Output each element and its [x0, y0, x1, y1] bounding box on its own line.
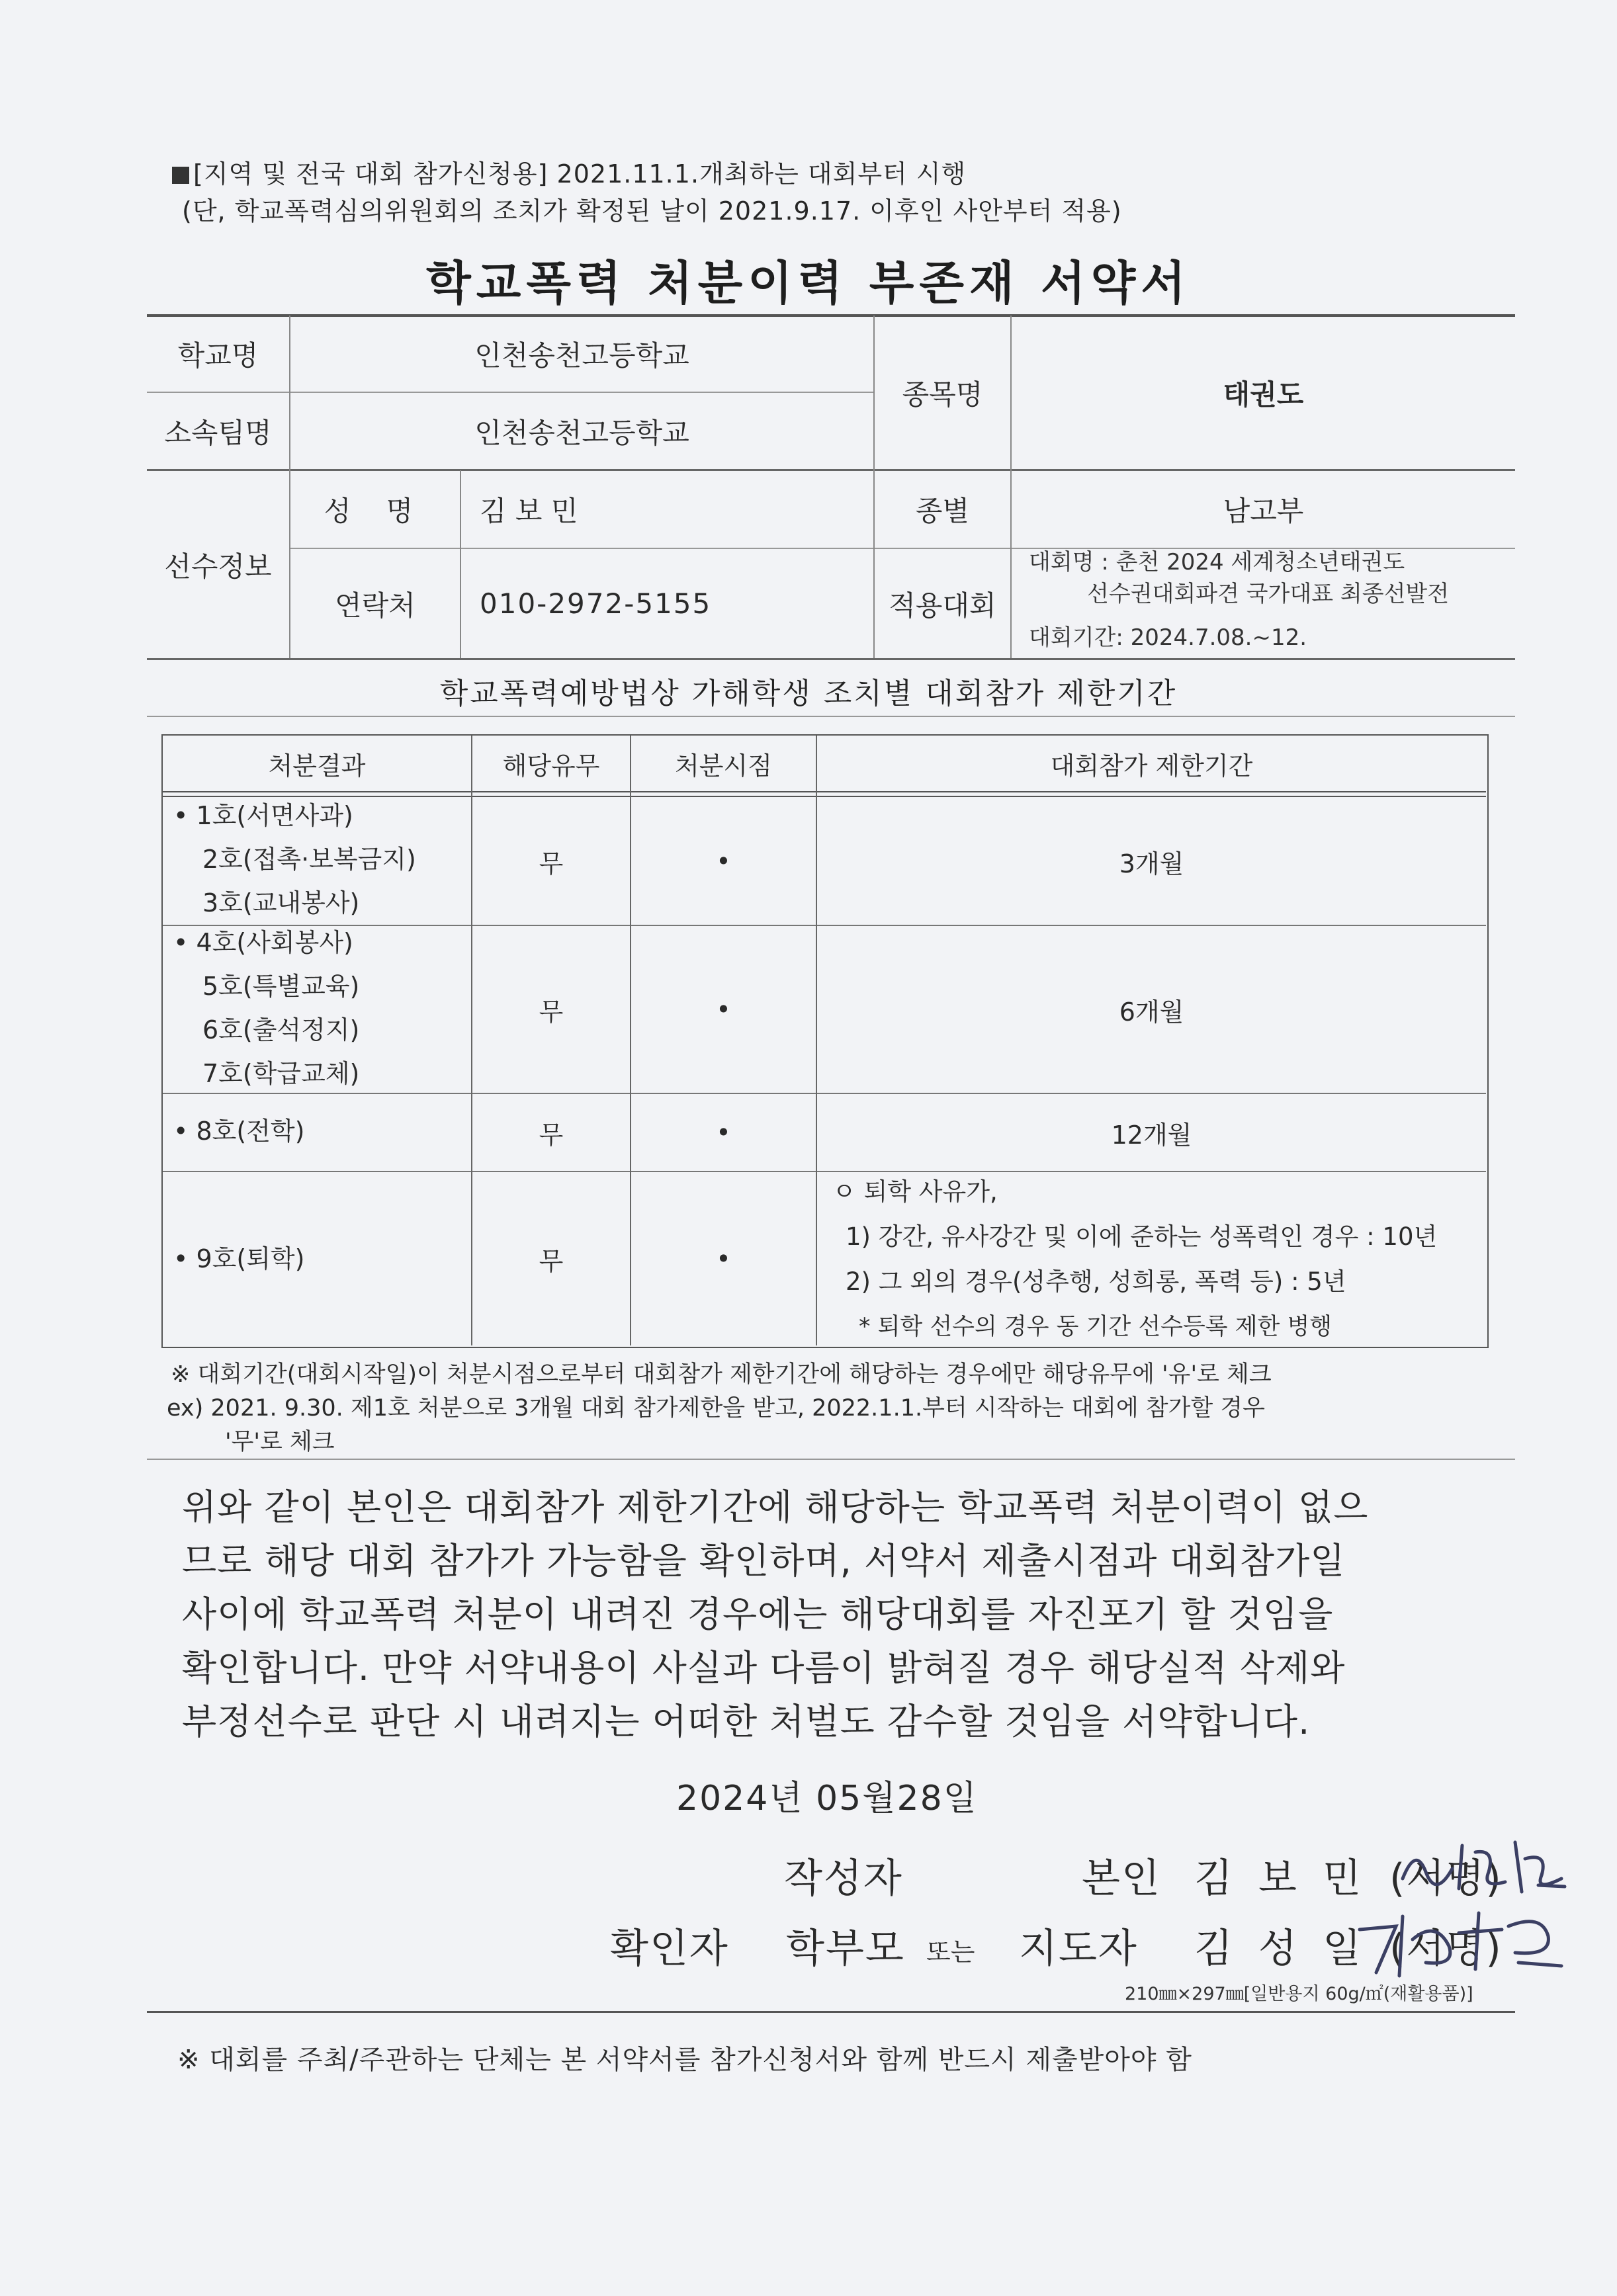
- result-line: 6호(출석정지): [202, 1015, 360, 1044]
- event-value: 태권도: [1223, 378, 1304, 411]
- pledge-line: 부정선수로 판단 시 내려지는 어떠한 처벌도 감수할 것임을 서약합니다.: [182, 1701, 1311, 1742]
- team-value: 인천송천고등학교: [474, 416, 689, 449]
- result-line: 7호(학급교체): [202, 1059, 360, 1088]
- team-label: 소속팀명: [164, 416, 272, 449]
- school-label: 학교명: [177, 339, 259, 372]
- result-line: • 1호(서면사과): [173, 801, 353, 830]
- notice-text-1: [지역 및 전국 대회 참가신청용] 2021.11.1.개최하는 대회부터 시행: [193, 159, 967, 189]
- result-line: • 4호(사회봉사): [173, 928, 353, 957]
- table-row-2-result: [173, 921, 359, 1095]
- table-row-4-result: • 9호(퇴학): [173, 1244, 305, 1273]
- category-value: 남고부: [1223, 495, 1304, 527]
- section-title: 학교폭력예방법상 가해학생 조치별 대회참가 제한기간: [439, 677, 1178, 710]
- author-sign-label: (서명): [1389, 1855, 1503, 1902]
- event-label: 종목명: [902, 378, 983, 411]
- table-row-3-result: • 8호(전학): [173, 1117, 305, 1146]
- row-3-applicable: 무: [539, 1120, 564, 1150]
- note-example-cont: '무'로 체크: [225, 1429, 335, 1455]
- competition-name-line-2: 선수권대회파견 국가대표 최종선발전: [1087, 581, 1450, 607]
- period-line: 2) 그 외의 경우(성추행, 성희롱, 폭력 등) : 5년: [846, 1267, 1346, 1296]
- result-line: 2호(접촉·보복금지): [202, 845, 416, 874]
- confirmer-label: 확인자: [610, 1926, 729, 1972]
- period-line: ㅇ 퇴학 사유가,: [832, 1177, 998, 1206]
- confirmer-name: 김 성 일: [1194, 1926, 1368, 1972]
- pledge-line: 사이에 학교폭력 처분이 내려진 경우에는 해당대회를 자진포기 할 것임을: [182, 1594, 1334, 1635]
- or-text: 또는: [926, 1937, 975, 1967]
- confirmer-role-parent: 학부모: [786, 1926, 905, 1972]
- period-line: * 퇴학 선수의 경우 동 기간 선수등록 제한 병행: [859, 1314, 1333, 1340]
- competition-period: 대회기간: 2024.7.08.~12.: [1029, 624, 1307, 651]
- name-label: 성 명: [324, 495, 427, 527]
- pledge-paragraph: [182, 1480, 1499, 1748]
- note-check-rule: ※ 대회기간(대회시작일)이 처분시점으로부터 대회참가 제한기간에 해당하는 경우에만 해당유무에 '유'로 체크: [171, 1361, 1272, 1388]
- table-row-1-result: [173, 794, 416, 925]
- confirmer-sign-label: (서명): [1389, 1926, 1503, 1972]
- period-line: 1) 강간, 유사강간 및 이에 준하는 성폭력인 경우 : 10년: [846, 1222, 1438, 1251]
- row-2-applicable: 무: [539, 997, 564, 1027]
- competition-label: 적용대회: [889, 589, 996, 622]
- row-1-applicable: 무: [539, 849, 564, 878]
- row-1-timing: •: [716, 847, 731, 876]
- author-name: 김 보 민: [1194, 1855, 1368, 1902]
- header-period: 대회참가 제한기간: [1050, 751, 1253, 781]
- row-2-timing: •: [716, 995, 731, 1024]
- document-title: 학교폭력 처분이력 부존재 서약서: [426, 256, 1191, 310]
- pledge-line: 위와 같이 본인은 대회참가 제한기간에 해당하는 학교폭력 처분이력이 없으: [182, 1486, 1369, 1528]
- pledge-date: 2024년 05월28일: [676, 1779, 978, 1818]
- pledge-line: 확인합니다. 만약 서약내용이 사실과 다름이 밝혀질 경우 해당실적 삭제와: [182, 1647, 1346, 1689]
- header-result: 처분결과: [268, 751, 366, 781]
- author-role: 본인: [1082, 1855, 1161, 1902]
- athlete-info-label: 선수정보: [164, 550, 272, 583]
- confirmer-role-coach: 지도자: [1019, 1926, 1138, 1972]
- contact-label: 연락처: [335, 589, 415, 622]
- athlete-name: 김 보 민: [480, 495, 578, 527]
- row-3-period: 12개월: [1111, 1120, 1192, 1150]
- author-handwritten-signature: [1389, 1832, 1575, 1905]
- square-bullet-icon: [172, 167, 189, 184]
- contact-value: 010-2972-5155: [480, 587, 712, 620]
- footer-note: ※ 대회를 주최/주관하는 단체는 본 서약서를 참가신청서와 함께 반드시 제출받아야 함: [177, 2045, 1192, 2075]
- confirmer-handwritten-signature: [1350, 1900, 1575, 1986]
- row-4-timing: •: [716, 1244, 731, 1273]
- competition-value: [1029, 546, 1449, 654]
- header-timing: 처분시점: [675, 751, 772, 781]
- note-example: ex) 2021. 9.30. 제1호 처분으로 3개월 대회 참가제한을 받고, 2022.1.1.부터 시작하는 대회에 참가할 경우: [167, 1395, 1265, 1422]
- notice-line-2: (단, 학교폭력심의위원회의 조치가 확정된 날이 2021.9.17. 이후인 사안부터 적용): [182, 196, 1122, 226]
- competition-name-line-1: 대회명 : 춘천 2024 세계청소년태권도: [1029, 549, 1405, 575]
- author-label: 작성자: [784, 1855, 903, 1902]
- row-4-applicable: 무: [539, 1246, 564, 1276]
- paper-spec: 210㎜×297㎜[일반용지 60g/㎡(재활용품)]: [1125, 1984, 1473, 2004]
- header-applicable: 해당유무: [502, 751, 600, 781]
- row-1-period: 3개월: [1119, 849, 1184, 878]
- result-line: 5호(특별교육): [202, 972, 360, 1001]
- pledge-line: 므로 해당 대회 참가가 가능함을 확인하며, 서약서 제출시점과 대회참가일: [182, 1540, 1346, 1582]
- result-line: 3호(교내봉사): [202, 888, 360, 917]
- category-label: 종별: [915, 495, 970, 527]
- notice-line-1: [172, 153, 966, 190]
- row-2-period: 6개월: [1119, 997, 1184, 1027]
- row-4-period: [832, 1169, 1437, 1349]
- school-value: 인천송천고등학교: [474, 339, 689, 372]
- row-3-timing: •: [716, 1118, 731, 1147]
